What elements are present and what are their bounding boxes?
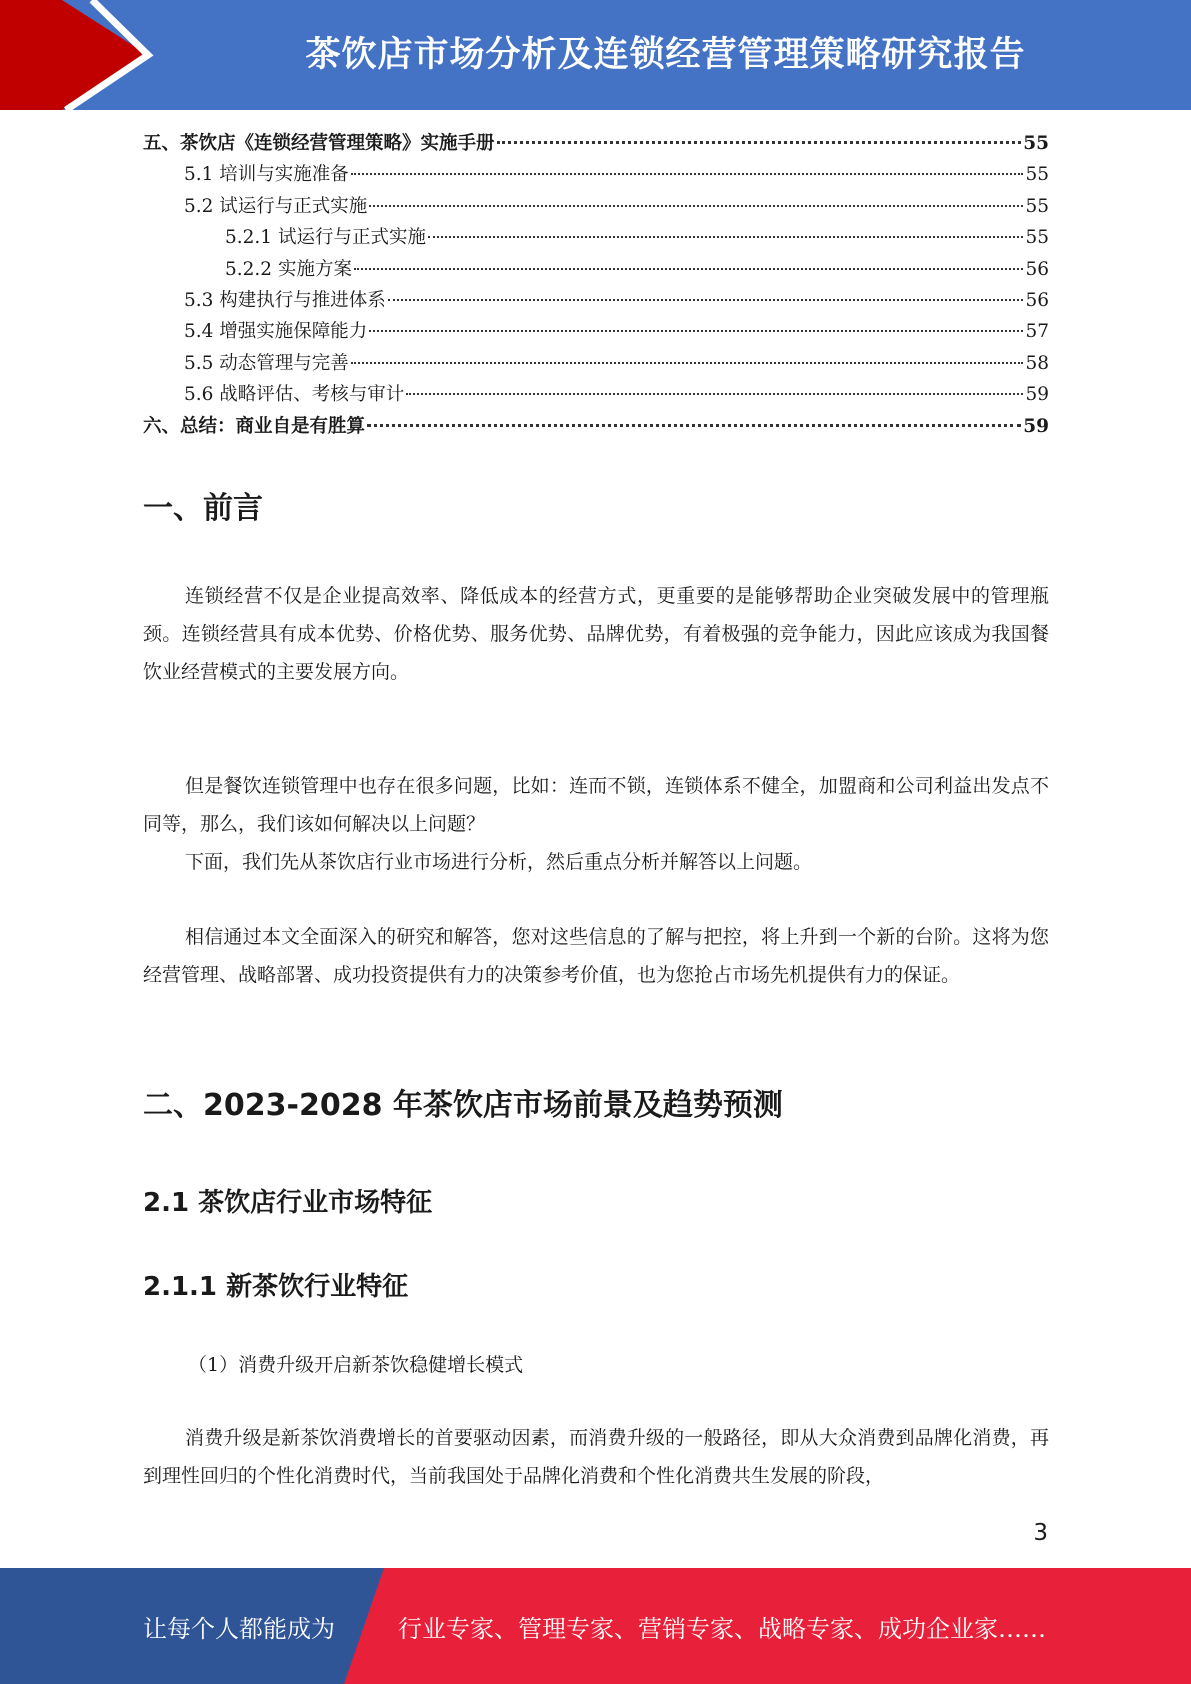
paragraph: 相信通过本文全面深入的研究和解答，您对这些信息的了解与把控，将上升到一个新的台阶。这将为您经营管理、战略部署、成功投资提供有力的决策参考价值，也为您抢占市场先机提供有力的保证。	[143, 926, 1049, 986]
toc-leader-dots	[388, 299, 1024, 301]
toc-leader-dots	[351, 173, 1024, 175]
toc-entry-label: 五、茶饮店《连锁经营管理策略》实施手册	[143, 133, 495, 154]
paragraph: 但是餐饮连锁管理中也存在很多问题，比如：连而不锁，连锁体系不健全，加盟商和公司利益出发点不同等，那么，我们该如何解决以上问题？	[143, 775, 1049, 835]
toc-entry[interactable]	[143, 348, 1049, 379]
report-title: 茶饮店市场分析及连锁经营管理策略研究报告	[305, 35, 1026, 75]
toc-entry[interactable]	[143, 254, 1049, 285]
paragraph: 连锁经营不仅是企业提高效率、降低成本的经营方式，更重要的是能够帮助企业突破发展中的管理瓶颈。连锁经营具有成本优势、价格优势、服务优势、品牌优势，有着极强的竞争能力，因此应该成为我国餐饮业经营模式的主要发展方向。	[143, 585, 1049, 683]
subsection-heading: 2.1 茶饮店行业市场特征	[143, 1188, 433, 1218]
section-heading-market-trend: 二、2023-2028 年茶饮店市场前景及趋势预测	[143, 1088, 783, 1123]
toc-entry-label: 5.2 试运行与正式实施	[184, 195, 368, 217]
toc-leader-dots	[497, 141, 1022, 144]
toc-entry-label: 5.2.2 实施方案	[225, 258, 352, 280]
toc-entry-label: 六、总结：商业自是有胜算	[143, 415, 366, 437]
toc-leader-dots	[354, 268, 1024, 270]
toc-entry-page: 56	[1025, 289, 1049, 311]
toc-leader-dots	[369, 330, 1023, 332]
subsection-heading: 2.1.1 新茶饮行业特征	[143, 1272, 409, 1302]
footer-slogan-right: 行业专家、管理专家、营销专家、战略专家、成功企业家……	[398, 1614, 1046, 1643]
toc-leader-dots	[428, 236, 1023, 238]
toc-entry[interactable]	[143, 379, 1049, 410]
toc-leader-dots	[367, 424, 1021, 427]
header-banner	[0, 0, 1191, 110]
section-heading-preface: 一、前言	[143, 491, 263, 526]
footer-slogan-left: 让每个人都能成为	[143, 1614, 335, 1643]
paragraph: 消费升级是新茶饮消费增长的首要驱动因素，而消费升级的一般路径，即从大众消费到品牌化消费，再到理性回归的个性化消费时代，当前我国处于品牌化消费和个性化消费共生发展的阶段，	[143, 1427, 1049, 1487]
toc-entry[interactable]	[143, 285, 1049, 316]
table-of-contents	[143, 128, 1049, 442]
toc-entry-page: 55	[1025, 164, 1049, 186]
toc-entry-page: 55	[1025, 195, 1049, 217]
toc-entry-page: 59	[1025, 384, 1049, 406]
toc-entry-page: 57	[1025, 321, 1049, 343]
toc-entry-label: 5.1 培训与实施准备	[184, 164, 349, 186]
toc-entry[interactable]	[143, 222, 1049, 253]
toc-entry[interactable]	[143, 411, 1049, 442]
toc-entry-label: 5.4 增强实施保障能力	[184, 321, 368, 343]
footer-banner	[0, 1568, 1191, 1684]
toc-entry-label: 5.6 战略评估、考核与审计	[184, 384, 405, 406]
toc-entry-label: 5.2.1 试运行与正式实施	[225, 227, 426, 249]
toc-entry-page: 55	[1023, 133, 1049, 154]
toc-entry[interactable]	[143, 316, 1049, 347]
toc-entry[interactable]	[143, 191, 1049, 222]
toc-entry-label: 5.3 构建执行与推进体系	[184, 289, 386, 311]
toc-leader-dots	[351, 362, 1024, 364]
toc-entry-page: 56	[1025, 258, 1049, 280]
page-number: 3	[1033, 1520, 1048, 1546]
paragraph: 下面，我们先从茶饮店行业市场进行分析，然后重点分析并解答以上问题。	[185, 851, 813, 873]
toc-entry-page: 59	[1023, 415, 1049, 437]
toc-entry-page: 58	[1025, 352, 1049, 374]
toc-entry[interactable]	[143, 159, 1049, 190]
list-item: （1）消费升级开启新茶饮稳健增长模式	[188, 1354, 524, 1376]
toc-entry-page: 55	[1025, 227, 1049, 249]
toc-entry-label: 5.5 动态管理与完善	[184, 352, 349, 374]
toc-leader-dots	[369, 205, 1023, 207]
toc-leader-dots	[406, 393, 1023, 395]
toc-entry[interactable]	[143, 128, 1049, 159]
